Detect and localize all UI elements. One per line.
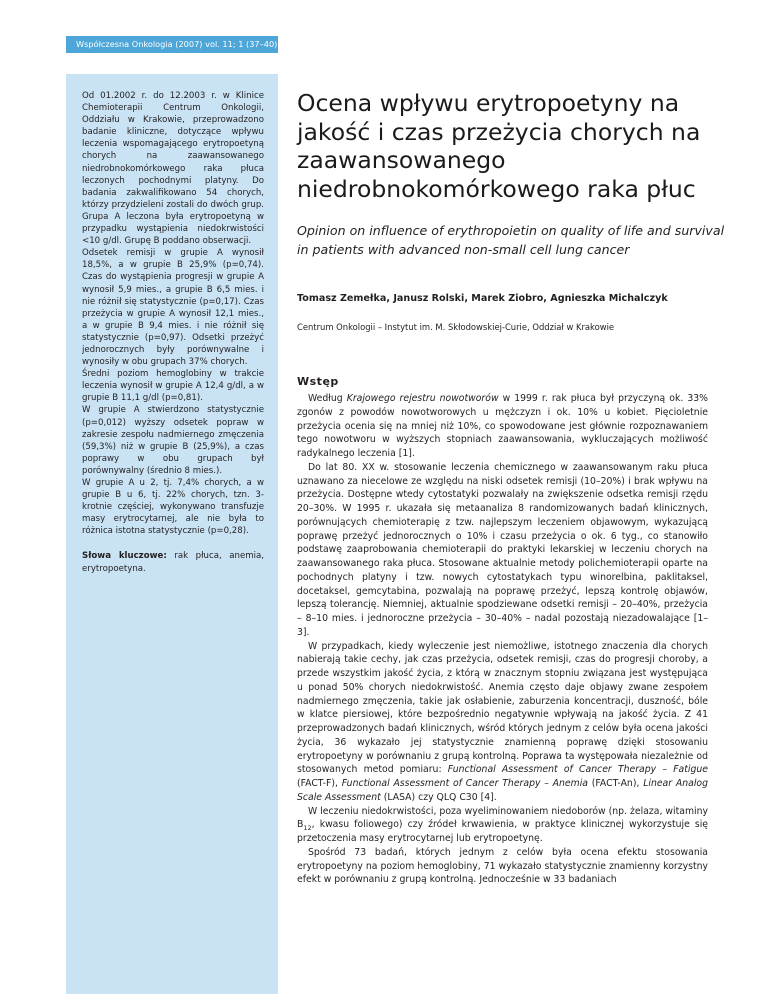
journal-citation-bar <box>66 36 278 53</box>
affiliation: Centrum Onkologii – Instytut im. M. Skłodowskiej-Curie, Oddział w Krakowie <box>297 322 615 332</box>
authors: Tomasz Zemełka, Janusz Rolski, Marek Ziobro, Agnieszka Michalczyk <box>297 293 668 304</box>
body-text <box>297 392 708 887</box>
abstract-paragraph: W grupie A stwierdzono statystycznie (p=0,012) wyższy odsetek popraw w zakresie zespołu nadmiernego zmęczenia (59,3%) niż w grupie B (25,9%), a czas poprawy w obu grupach był porównywalny (średnio 8 mies.). <box>82 405 264 476</box>
abstract-paragraph: W grupie A u 2, tj. 7,4% chorych, a w grupie B u 6, tj. 22% chorych, tzn. 3-krotnie częściej, wykonywano transfuzje masy erytrocytarnej, ale nie była to różnica istotna statystycznie (p=0,28). <box>82 478 264 537</box>
body-paragraph: W leczeniu niedokrwistości, poza wyeliminowaniem niedoborów (np. żelaza, witaminy $B_{12}$, kwasu foliowego) czy źródeł krwawienia, w praktyce klinicznej wykorzystuje się przetoczenia masy erytrocytarnej lub erytropoetynę. <box>297 805 708 844</box>
abstract-box <box>66 74 278 994</box>
body-paragraph: Według Krajowego rejestru nowotworów w 1999 r. rak płuca był przyczyną ok. 33% zgonów z powodów nowotworowych u mężczyzn i ok. 10% u kobiet. Pięcioletnie przeżycia ocenia się na mniej niż 10%, co spowodowane jest głównie rozpoznawaniem tego nowotworu w wyższych stopniach zaawansowania, wykluczających możliwość radykalnego leczenia [1]. <box>297 393 708 459</box>
body-paragraph: Spośród 73 badań, których jednym z celów była ocena efektu stosowania erytropoetyny na poziom hemoglobiny, 71 wykazało statystycznie znamienny korzystny efekt w porównaniu z grupą kontrolną. Jednocześnie w 33 badaniach <box>297 846 708 886</box>
abstract-paragraph: Od 01.2002 r. do 12.2003 r. w Klinice Chemioterapii Centrum Onkologii, Oddziału w Krakowie, przeprowadzono badanie kliniczne, dotyczące wpływu leczenia wspomagającego erytropoetyną chorych na zaawansowanego niedrobnokomórkowego raka płuca leczonych pochodnymi platyny. Do badania zakwalifikowano 54 chorych, którzy przydzieleni zostali do dwóch grup. Grupa A leczona była erytropoetyną w przypadku wystąpienia niedokrwistości <10 g/dl. Grupę B poddano obserwacji. <box>82 91 264 247</box>
keywords <box>82 550 264 574</box>
article-subtitle: Opinion on influence of erythropoietin on quality of life and survival in patients with advanced non-small cell lung cancer <box>297 223 725 257</box>
keywords-label: Słowa kluczowe: <box>82 551 167 562</box>
body-paragraph: W przypadkach, kiedy wyleczenie jest niemożliwe, istotnego znaczenia dla chorych nabierają takie cechy, jak czas przeżycia, odsetek remisji, czas do progresji choroby, a przede wszystkim jakość życia, z którą w znacznym stopniu związana jest występująca u ponad 50% chorych niedokrwistość. Anemia często daje objawy zwane zespołem nadmiernego zmęczenia, takie jak osłabienie, zaburzenia koncentracji, duszność, bóle w klatce piersiowej, które bezpośrednio negatywnie wpływają na jakość życia. Z 41 przeprowadzonych badań klinicznych, wśród których jednym z celów była ocena jakości życia, 36 wykazało jej statystycznie znamienną poprawę dzięki stosowaniu erytropoetyny w porównaniu z grupą kontrolną. Poprawa ta występowała niezależnie od stosowanych metod pomiaru: Functional Assessment of Cancer Therapy – Fatigue (FACT-F), Functional Assessment of Cancer Therapy – Anemia (FACT-An), Linear Analog Scale Assessment (LASA) czy QLQ C30 [4]. <box>297 640 708 803</box>
article-title: Ocena wpływu erytropoetyny na jakość i czas przeżycia chorych na zaawansowanego niedrobnokomórkowego raka płuc <box>297 89 701 203</box>
body-paragraph: Do lat 80. XX w. stosowanie leczenia chemicznego w zaawansowanym raku płuca uznawano za niecelowe ze względu na niski odsetek remisji (10–20%) i brak wpływu na przeżycia. Dostępne wtedy cytostatyki pozwalały na zwiększenie odsetka remisji rzędu 20–30%. W 1995 r. ukazała się metaanaliza 8 randomizowanych badań klinicznych, porównujących chemioterapię z tzw. najlepszym leczeniem objawowym, wykazującą poprawę przeżyć jednorocznych o 10% i czasu przeżycia o ok. 6 tyg., co stanowiło podstawę zaaprobowania chemioterapii do praktyki lekarskiej w leczeniu chorych na zaawansowanego raka płuca. Stosowane aktualnie metody polichemioterapii oparte na pochodnych platyny i tzw. nowych cytostatykach typu winorelbina, paklitaksel, docetaksel, gemcytabina, pozwalają na poprawę przeżyć, lepszą kontrolę objawów, lepszą tolerancję. Niemniej, aktualnie spodziewane odsetki remisji – 20–40%, przeżycia – 8–10 mies. i jednoroczne przeżycia – 30–40% – nadal pozostają niezadowalające [1–3]. <box>297 461 708 638</box>
abstract-paragraph: Odsetek remisji w grupie A wynosił 18,5%, a w grupie B 25,9% (p=0,74). Czas do wystąpienia progresji w grupie A wynosił 5,9 mies., a grupie B 6,5 mies. i nie różnił się statystycznie (p=0,17). Czas przeżycia w grupie A wynosił 12,1 mies., a w grupie B 9,4 mies. i nie różnił się statystycznie (p=0,97). Odsetki przeżyć jednorocznych były porównywalne i wynosiły w obu grupach 37% chorych. <box>82 248 264 368</box>
keywords-text: rak płuca, anemia, erytropoetyna. <box>82 551 264 574</box>
abstract-paragraph: Średni poziom hemoglobiny w trakcie leczenia wynosił w grupie A 12,4 g/dl, a w grupie B 11,1 g/dl (p=0,81). <box>82 369 264 404</box>
journal-citation: Współczesna Onkologia (2007) vol. 11; 1 (37–40) <box>76 39 278 49</box>
section-heading: Wstęp <box>297 375 339 388</box>
